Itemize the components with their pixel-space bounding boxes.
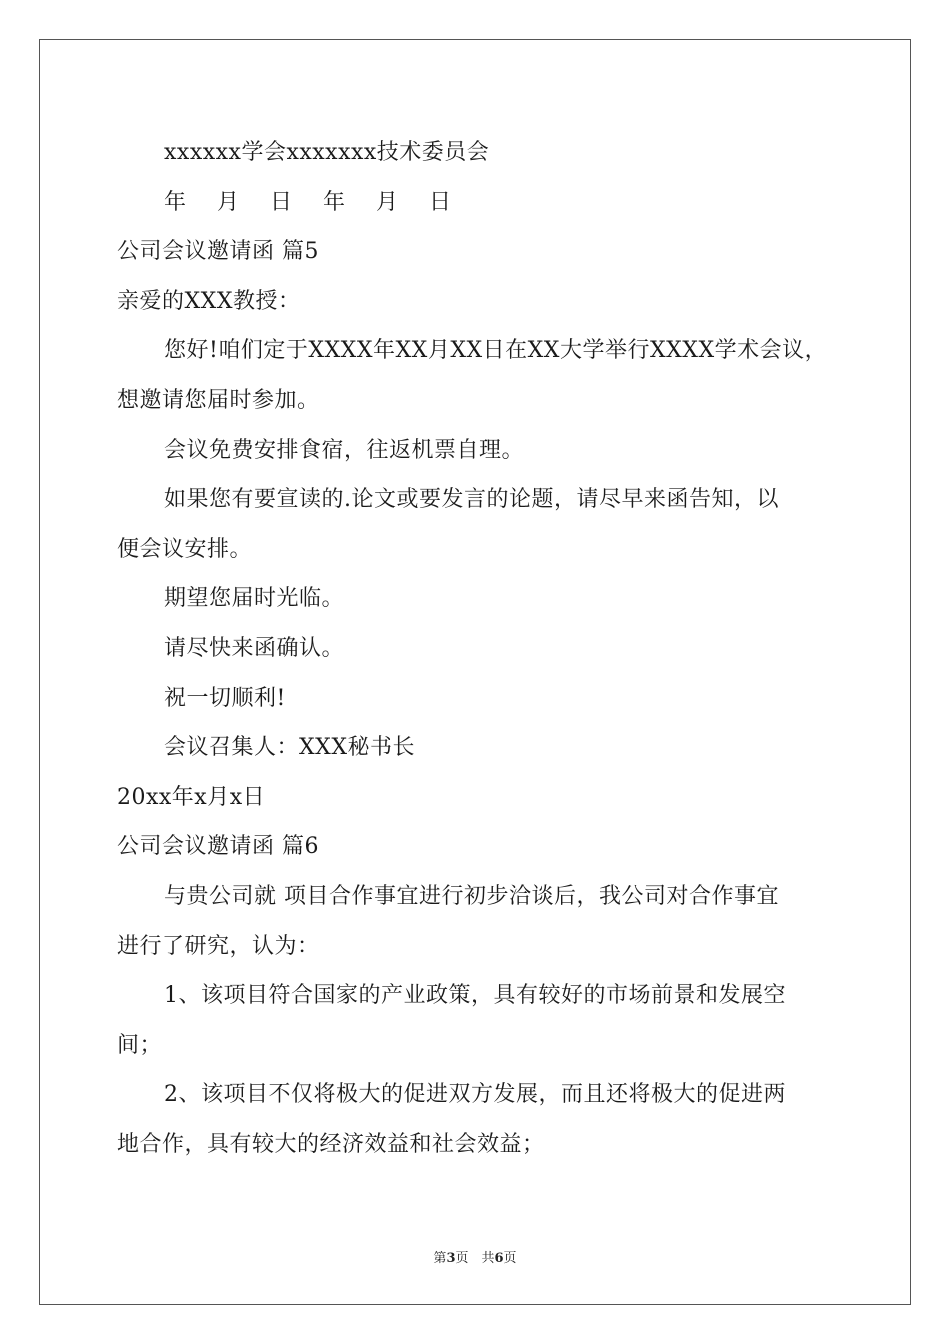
signature-date: 年 月 日 年 月 日 bbox=[164, 189, 463, 215]
paragraph-line: 想邀请您届时参加。 bbox=[117, 387, 320, 413]
salutation: 亲爱的XXX教授： bbox=[117, 288, 301, 314]
date-line: 20xx年x月x日 bbox=[117, 784, 266, 810]
paragraph-line: 与贵公司就 项目合作事宜进行初步洽谈后，我公司对合作事宜 bbox=[164, 883, 779, 909]
paragraph-line: 祝一切顺利! bbox=[164, 685, 286, 711]
list-item-2: 2、该项目不仅将极大的促进双方发展，而且还将极大的促进两 bbox=[164, 1082, 786, 1108]
footer-mid: 页 共 bbox=[455, 1251, 495, 1266]
list-item-1: 1、该项目符合国家的产业政策，具有较好的市场前景和发展空 bbox=[164, 983, 786, 1009]
footer-prefix: 第 bbox=[433, 1251, 447, 1266]
paragraph-line: 请尽快来函确认。 bbox=[164, 635, 345, 661]
paragraph-line: 如果您有要宣读的.论文或要发言的论题，请尽早来函告知，以 bbox=[164, 487, 779, 513]
signature-org: xxxxxx学会xxxxxxx技术委员会 bbox=[164, 140, 490, 165]
footer-page-total: 6 bbox=[494, 1251, 504, 1266]
paragraph-line: 您好!咱们定于XXXX年XX月XX日在XX大学举行XXXX学术会议， bbox=[164, 338, 828, 364]
document-body bbox=[117, 128, 837, 1169]
paragraph-line: 会议免费安排食宿，往返机票自理。 bbox=[164, 437, 525, 463]
page-footer bbox=[0, 1247, 950, 1266]
footer-suffix: 页 bbox=[503, 1251, 517, 1266]
list-item-1-cont: 间； bbox=[117, 1032, 163, 1058]
list-item-2-cont: 地合作，具有较大的经济效益和社会效益； bbox=[117, 1131, 545, 1157]
footer-page-current: 3 bbox=[446, 1251, 456, 1266]
paragraph-line: 期望您届时光临。 bbox=[164, 586, 345, 612]
paragraph-line: 进行了研究，认为： bbox=[117, 933, 320, 959]
paragraph-line: 便会议安排。 bbox=[117, 536, 253, 562]
section-heading-6: 公司会议邀请函 篇6 bbox=[117, 834, 319, 860]
convener-line: 会议召集人：XXX秘书长 bbox=[164, 735, 415, 761]
section-heading-5: 公司会议邀请函 篇5 bbox=[117, 239, 319, 265]
